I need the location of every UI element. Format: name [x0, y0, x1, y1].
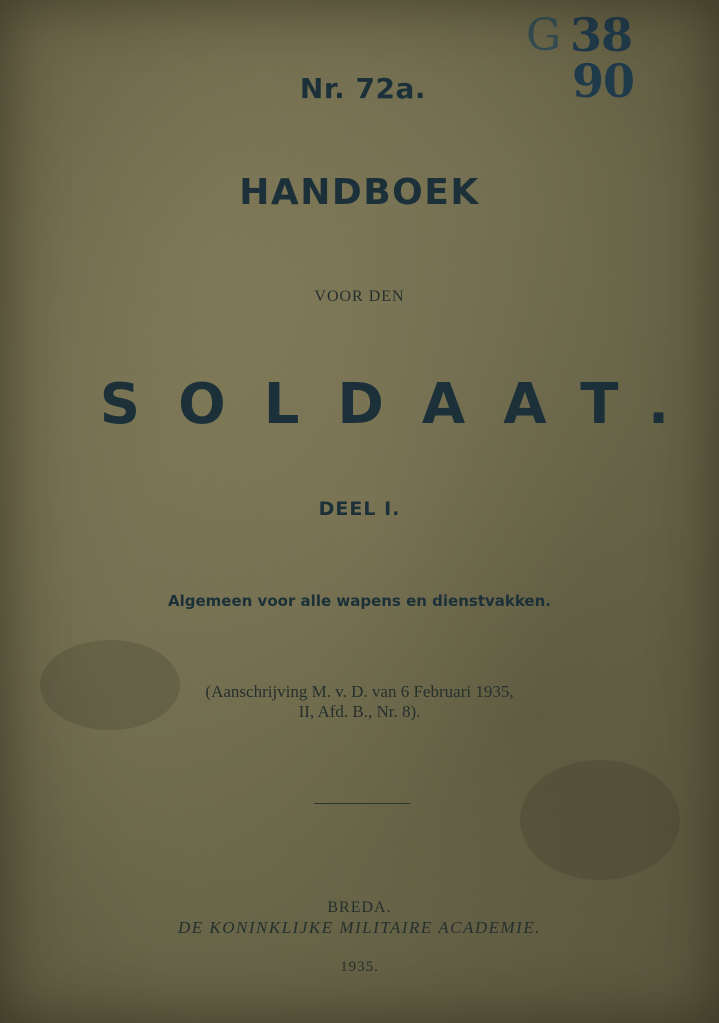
stamp-bottom-number: 90: [572, 54, 635, 108]
stamp-top-number: 38: [570, 8, 633, 62]
publication-number: Nr. 72a.: [299, 72, 427, 105]
title-voor-den: VOOR DEN: [314, 288, 405, 305]
reference-note: [0, 682, 719, 722]
publisher: DE KONINKLIJKE MILITAIRE ACADEMIE.: [178, 918, 541, 937]
main-title: SOLDAAT.: [99, 372, 708, 437]
stamp-letter: G: [526, 10, 562, 61]
reference-line-2: II, Afd. B., Nr. 8).: [298, 702, 421, 721]
subtitle: Algemeen voor alle wapens en dienstvakken.: [168, 592, 551, 610]
paper-stain: [520, 760, 680, 880]
divider-rule: [314, 803, 410, 804]
part-label: DEEL I.: [318, 498, 401, 520]
place: BREDA.: [327, 899, 392, 916]
year: 1935.: [340, 959, 379, 975]
reference-line-1: (Aanschrijving M. v. D. van 6 Februari 1935,: [205, 682, 514, 701]
title-handboek: HANDBOEK: [239, 172, 480, 213]
